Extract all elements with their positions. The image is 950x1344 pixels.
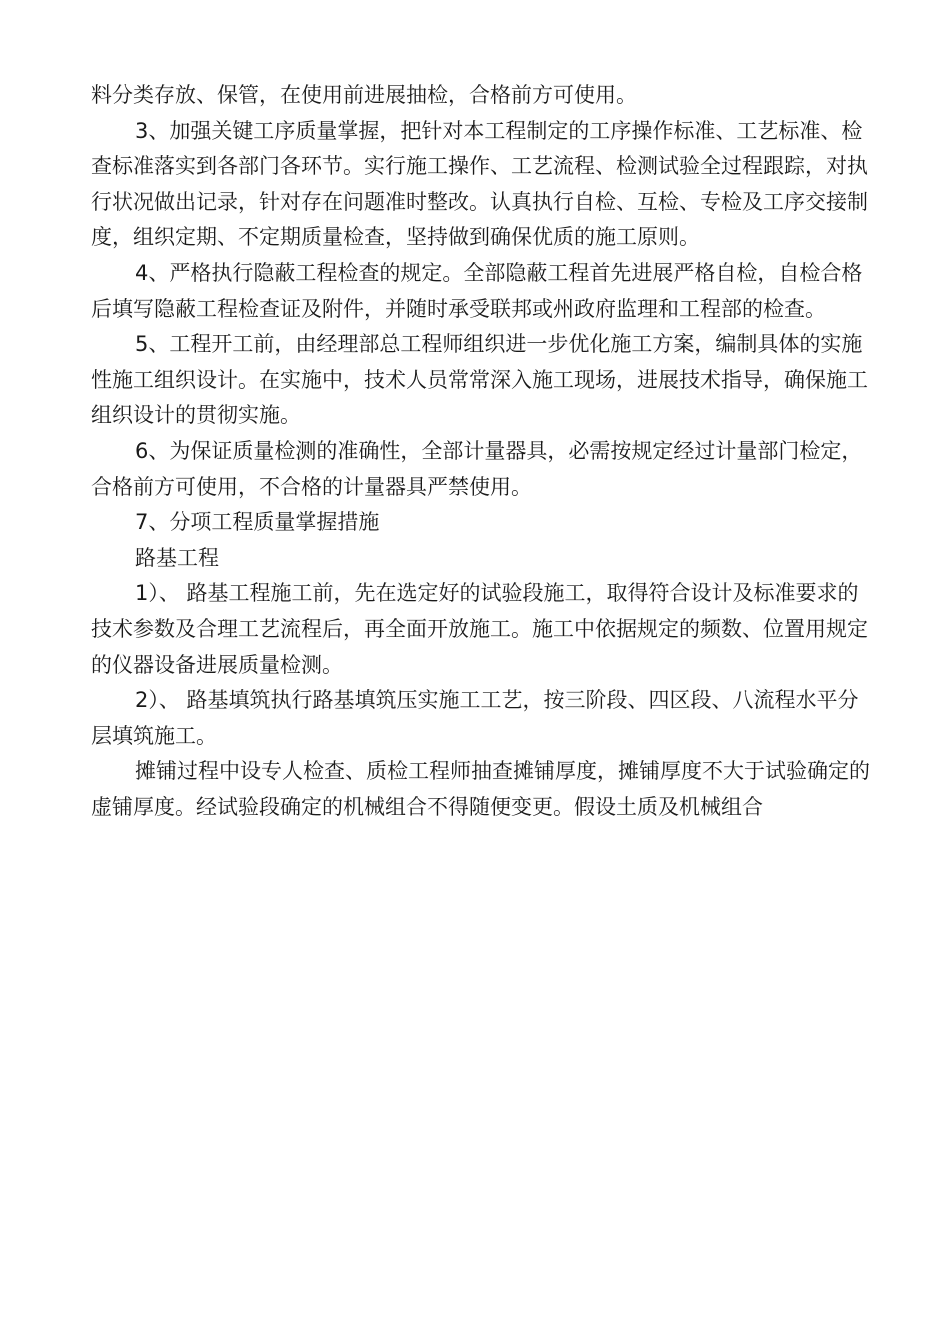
document-body bbox=[91, 78, 871, 825]
paragraph-item-7-heading: 7、分项工程质量掌握措施 bbox=[135, 510, 380, 535]
paragraph-subitem-2: 2）、 路基填筑执行路基填筑压实施工工艺，按三阶段、四区段、八流程水平分层填筑施工。 bbox=[91, 688, 859, 748]
paragraph-material-storage: 料分类存放、保管，在使用前进展抽检，合格前方可使用。 bbox=[91, 83, 637, 107]
paragraph-item-3: 3、加强关键工序质量掌握，把针对本工程制定的工序操作标准、工艺标准、检查标准落实到各部门各环节。实行施工操作、工艺流程、检测试验全过程跟踪，对执行状况做出记录，针对存在问题准时整改。认真执行自检、互检、专检及工序交接制度，组织定期、不定期质量检查，坚持做到确保优质的施工原则。 bbox=[91, 118, 868, 250]
paragraph-paving-inspection: 摊铺过程中设专人检查、质检工程师抽查摊铺厚度，摊铺厚度不大于试验确定的虚铺厚度。经试验段确定的机械组合不得随便变更。假设土质及机械组合 bbox=[91, 759, 870, 819]
paragraph-item-4: 4、严格执行隐蔽工程检查的规定。全部隐蔽工程首先进展严格自检，自检合格后填写隐蔽工程检查证及附件，并随时承受联邦或州政府监理和工程部的检查。 bbox=[91, 260, 863, 321]
paragraph-subitem-1: 1）、 路基工程施工前，先在选定好的试验段施工，取得符合设计及标准要求的技术参数及合理工艺流程后，再全面开放施工。施工中依据规定的频数、位置用规定的仪器设备进展质量检测。 bbox=[91, 581, 868, 677]
paragraph-subgrade-heading: 路基工程 bbox=[135, 545, 219, 570]
paragraph-item-6: 6、为保证质量检测的准确性，全部计量器具，必需按规定经过计量部门检定，合格前方可使用，不合格的计量器具严禁使用。 bbox=[91, 438, 863, 499]
paragraph-item-5: 5、工程开工前，由经理部总工程师组织进一步优化施工方案，编制具体的实施性施工组织设计。在实施中，技术人员常常深入施工现场，进展技术指导，确保施工组织设计的贯彻实施。 bbox=[91, 332, 868, 428]
